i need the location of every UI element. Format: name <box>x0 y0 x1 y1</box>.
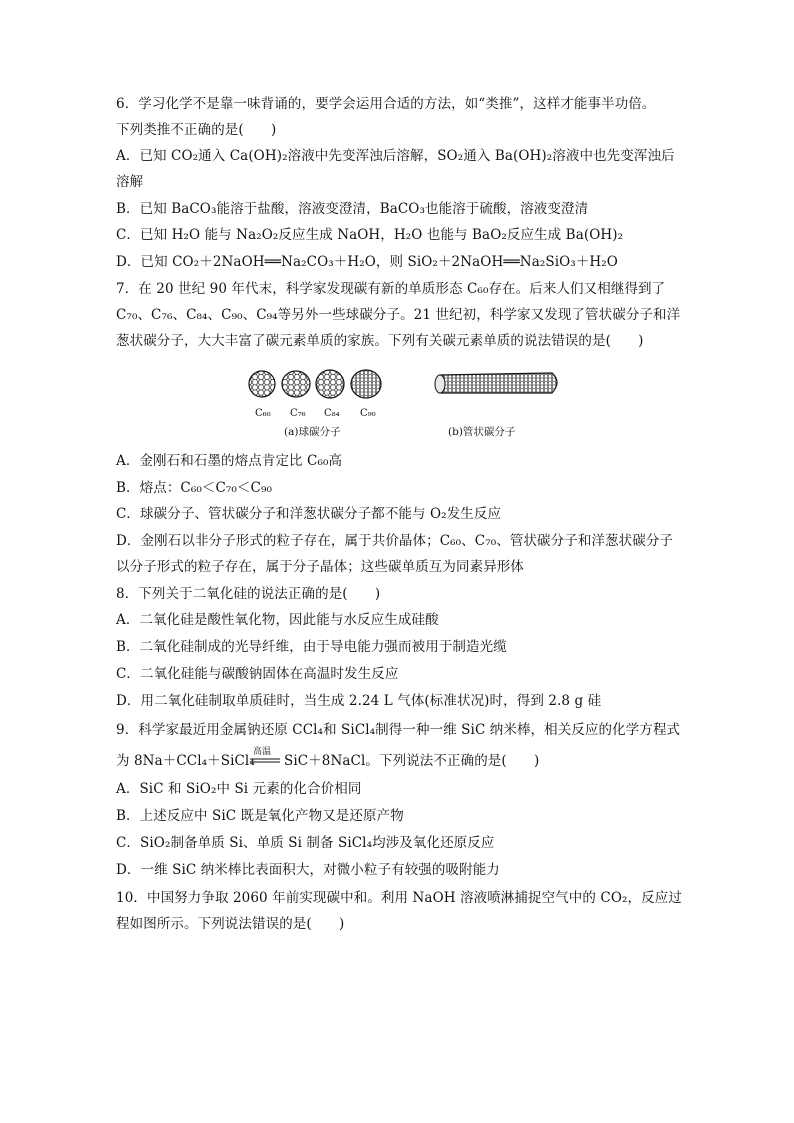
caption-spherical: (a)球碳分子 <box>284 426 341 438</box>
q9-option-c: C．SiO₂制备单质 Si、单质 Si 制备 SiCl₄均涉及氧化还原反应 <box>116 835 495 851</box>
label-c84: C₈₄ <box>324 408 340 419</box>
q7-option-a: A．金刚石和石墨的熔点肯定比 C₆₀高 <box>116 453 343 469</box>
q10-stem-line2: 程如图所示。下列说法错误的是( ) <box>116 916 345 932</box>
q9-option-b: B．上述反应中 SiC 既是氧化产物又是还原产物 <box>116 808 404 824</box>
q6-option-a-line2: 溶解 <box>116 174 144 190</box>
q7-stem-line1: 7．在 20 世纪 90 年代末，科学家发现碳有新的单质形态 C₆₀存在。后来人们又相继得到了 <box>116 281 666 297</box>
c84-molecule-icon <box>316 370 344 398</box>
carbon-molecules-figure <box>240 364 570 446</box>
label-c90: C₉₀ <box>360 408 376 419</box>
q7-option-b: B．熔点：C₆₀＜C₇₀＜C₉₀ <box>116 480 272 496</box>
reaction-condition: 高温 <box>253 747 272 757</box>
q8-stem: 8．下列关于二氧化硅的说法正确的是( ) <box>116 586 381 602</box>
q8-option-a: A．二氧化硅是酸性氧化物，因此能与水反应生成硅酸 <box>116 612 439 628</box>
nanotube-icon <box>435 373 557 393</box>
q6-option-d: D．已知 CO₂＋2NaOH══Na₂CO₃＋H₂O，则 SiO₂＋2NaOH══Na₂SiO₃＋H₂O <box>116 254 618 270</box>
q9-option-d: D．一维 SiC 纳米棒比表面积大，对微小粒子有较强的吸附能力 <box>116 862 500 878</box>
q9-stem-line2-post: SiC＋8NaCl。下列说法不正确的是( ) <box>284 753 540 769</box>
q6-stem-line2: 下列类推不正确的是( ) <box>116 122 277 138</box>
q8-option-d: D．用二氧化硅制取单质硅时，当生成 2.24 L 气体(标准状况)时，得到 2.8 g 硅 <box>116 693 602 709</box>
q9-stem-line1: 9．科学家最近用金属钠还原 CCl₄和 SiCl₄制得一种一维 SiC 纳米棒，相关反应的化学方程式 <box>116 722 681 738</box>
q6-stem-line1: 6．学习化学不是靠一味背诵的，要学会运用合适的方法，如“类推”，这样才能事半功倍。 <box>116 96 656 112</box>
q6-option-c: C．已知 H₂O 能与 Na₂O₂反应生成 NaOH，H₂O 也能与 BaO₂反应生成 Ba(OH)₂ <box>116 227 624 243</box>
q7-option-c: C．球碳分子、管状碳分子和洋葱状碳分子都不能与 O₂发生反应 <box>116 506 502 522</box>
q6-option-a-line1: A．已知 CO₂通入 Ca(OH)₂溶液中先变浑浊后溶解，SO₂通入 Ba(OH)₂溶液中也先变浑浊后 <box>116 148 675 164</box>
q8-option-c: C．二氧化硅能与碳酸钠固体在高温时发生反应 <box>116 666 399 682</box>
q6-option-b: B．已知 BaCO₃能溶于盐酸，溶液变澄清，BaCO₃也能溶于硫酸，溶液变澄清 <box>116 201 589 217</box>
q7-stem-line3: 葱状碳分子，大大丰富了碳元素单质的家族。下列有关碳元素单质的说法错误的是( ) <box>116 333 644 349</box>
q7-option-d-line1: D．金刚石以非分子形式的粒子存在，属于共价晶体；C₆₀、C₇₀、管状碳分子和洋葱状碳分子 <box>116 533 674 549</box>
q7-stem-line2: C₇₀、C₇₆、C₈₄、C₉₀、C₉₄等另外一些球碳分子。21 世纪初，科学家又发现了管状碳分子和洋 <box>116 307 681 323</box>
c90-molecule-icon <box>351 370 381 398</box>
q8-option-b: B．二氧化硅制成的光导纤维，由于导电能力强而被用于制造光缆 <box>116 639 507 655</box>
q9-option-a: A．SiC 和 SiO₂中 Si 元素的化合价相同 <box>116 781 362 797</box>
q10-stem-line1: 10．中国努力争取 2060 年前实现碳中和。利用 NaOH 溶液喷淋捕捉空气中的 CO₂，反应过 <box>116 890 682 906</box>
c60-molecule-icon <box>249 371 275 397</box>
reaction-arrow-icon <box>250 758 280 764</box>
caption-tubular: (b)管状碳分子 <box>448 426 516 438</box>
molecules-drawing <box>240 364 570 414</box>
label-c76: C₇₆ <box>290 408 306 419</box>
q7-option-d-line2: 以分子形式的粒子存在，属于分子晶体；这些碳单质互为同素异形体 <box>116 559 524 575</box>
c76-molecule-icon <box>282 371 310 397</box>
q9-stem-line2-pre: 为 8Na＋CCl₄＋SiCl₄ <box>116 753 255 769</box>
label-c60: C₆₀ <box>255 408 271 419</box>
